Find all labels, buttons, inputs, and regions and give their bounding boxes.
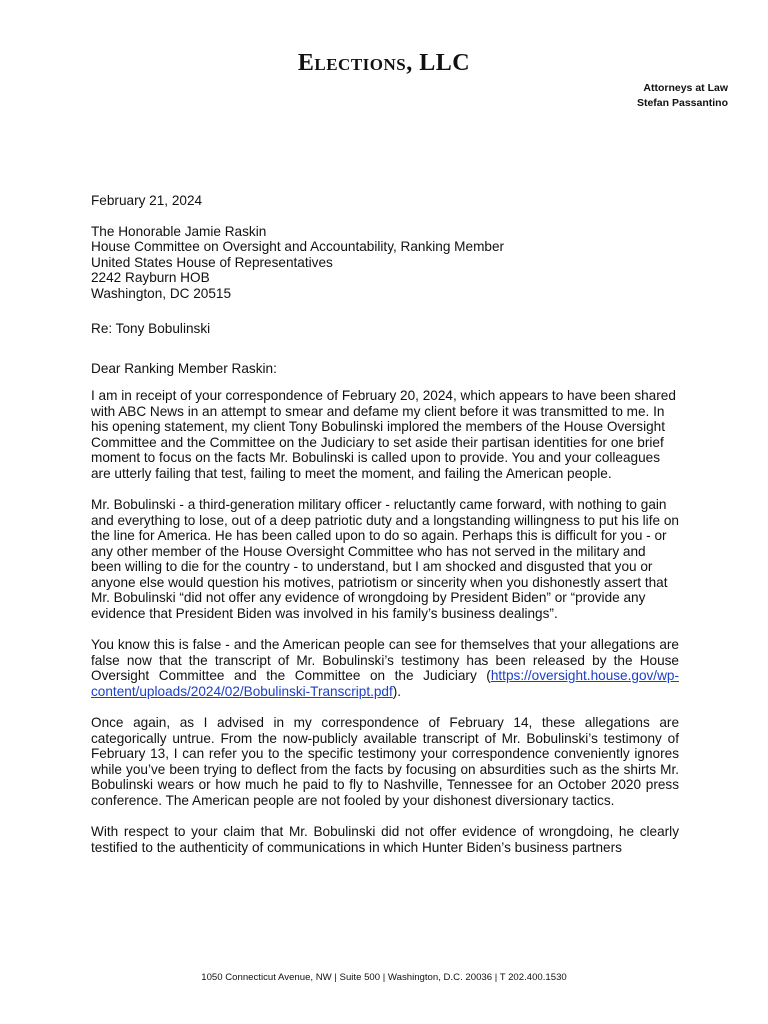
paragraph-3	[91, 637, 679, 699]
recipient-line: The Honorable Jamie Raskin	[91, 223, 267, 239]
recipient-line: 2242 Rayburn HOB	[91, 270, 210, 285]
paragraph-3-end: ).	[392, 683, 402, 699]
recipient-line: House Committee on Oversight and Accountability, Ranking Member	[91, 239, 505, 254]
letter-body	[91, 193, 679, 855]
letterhead-meta	[637, 81, 728, 111]
paragraph-5: With respect to your claim that Mr. Bobulinski did not offer evidence of wrongdoing, he clearly testified to the authenticity of communications in which Hunter Biden’s business partners	[91, 824, 679, 855]
firm-name: Elections, LLC	[297, 50, 471, 76]
firm-subtitle: Attorneys at Law	[643, 82, 728, 94]
paragraph-4: Once again, as I advised in my correspondence of February 14, these allegations are categorically untrue. From the now-publicly available transcript of Mr. Bobulinski’s testimony of February 13, I can refer you to the specific testimony your correspondence conveniently ignores while you’ve been trying to deflect from the facts by focusing on absurdities such as the shirts Mr. Bobulinski wears or how much he paid to fly to Nashville, Tennessee for an October 2020 press conference. The American people are not fooled by your dishonest diversionary tactics.	[91, 715, 679, 808]
salutation: Dear Ranking Member Raskin:	[91, 360, 277, 376]
letter-date: February 21, 2024	[91, 193, 203, 208]
re-line: Re: Tony Bobulinski	[91, 321, 211, 336]
attorney-name: Stefan Passantino	[636, 97, 728, 109]
paragraph-2: Mr. Bobulinski - a third-generation military officer - reluctantly came forward, with nothing to gain and everything to lose, out of a deep patriotic duty and a longstanding willingness to put his life on the line for America. He has been called upon to do so again. Perhaps this is difficult for you - or any other member of the House Oversight Committee who has not served in the military and been willing to die for the country - to understand, but I am shocked and disgusted that you or anyone else would question his motives, patriotism or sincerity when you dishonestly assert that Mr. Bobulinski “did not offer any evidence of wrongdoing by President Biden” or “provide any evidence that President Biden was involved in his family’s business dealings”.	[91, 497, 679, 621]
footer-address: 1050 Connecticut Avenue, NW | Suite 500 | Washington, D.C. 20036 | T 202.400.1530	[201, 972, 567, 983]
recipient-address	[91, 224, 679, 302]
recipient-line: United States House of Representatives	[91, 254, 333, 270]
paragraph-1: I am in receipt of your correspondence of February 20, 2024, which appears to have been shared with ABC News in an attempt to smear and defame my client before it was transmitted to me. In his opening statement, my client Tony Bobulinski implored the members of the House Oversight Committee and the Committee on the Judiciary to set aside their partisan identities for one brief moment to focus on the facts Mr. Bobulinski is called upon to provide. You and your colleagues are utterly failing that test, failing to meet the moment, and failing the American people.	[91, 388, 676, 481]
recipient-line: Washington, DC 20515	[91, 285, 232, 301]
transcript-link[interactable]: https://oversight.house.gov/wp-content/uploads/2024/02/Bobulinski-Transcript.pdf	[91, 668, 679, 699]
paragraph-3-text: You know this is false - and the American people can see for themselves that your allegations are false now that the transcript of Mr. Bobulinski’s testimony has been released by the House Oversight Committee and the Committee on the Judiciary (	[91, 637, 679, 683]
